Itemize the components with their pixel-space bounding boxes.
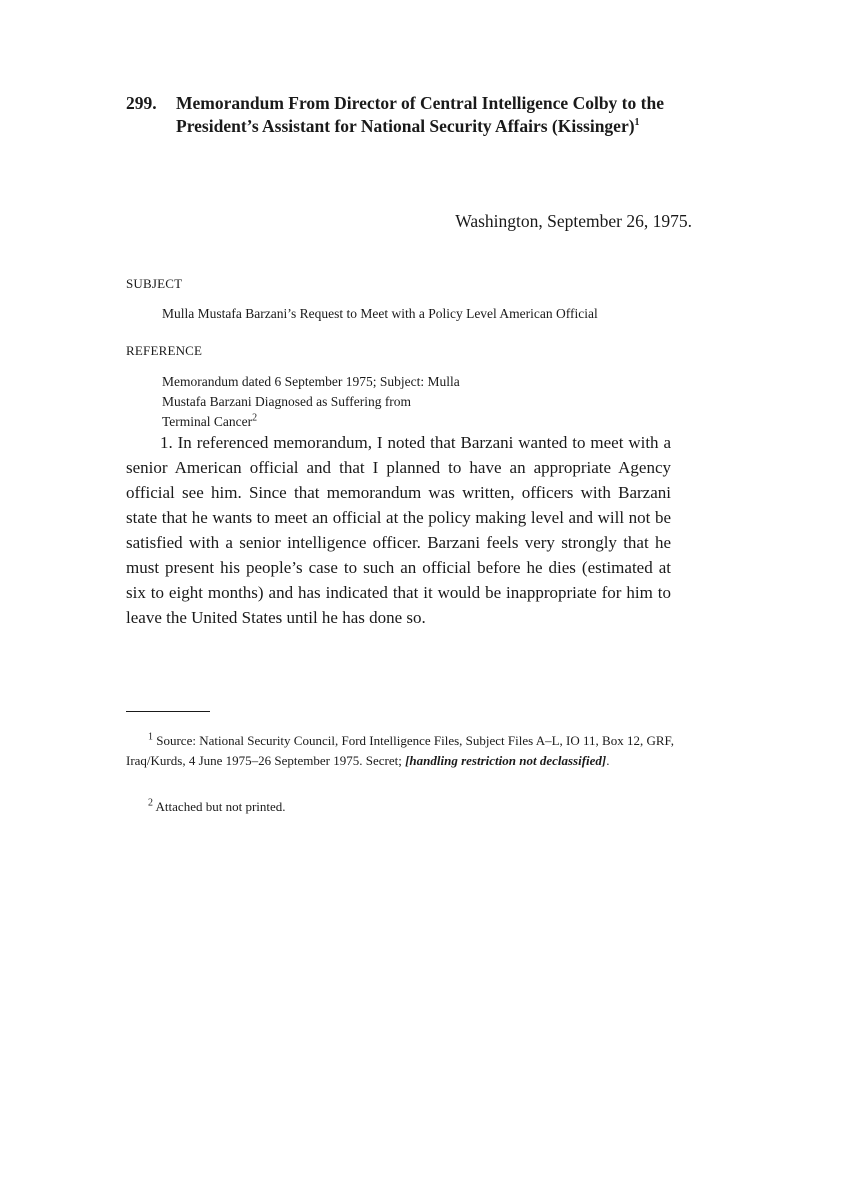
- paragraph-1: 1. In referenced memorandum, I noted that Barzani wanted to meet with a senior American official and that I planned to have an appropriate Agency official see him. Since that memorandum was written, officers with Barzani state that he wants to meet an official at the policy making level and will not be satisfied with a senior intelligence officer. Barzani feels very strongly that he must present his people’s case to such an official before he dies (estimated at six to eight months) and has indicated that it would be inappropriate for him to leave the United States until he has done so.: [126, 433, 671, 627]
- footnote-1-text: Source: National Security Council, Ford Intelligence Files, Subject Files A–L, IO 11, Box 12, GRF, Iraq/Kurds, 4 June 1975–26 September 1975. Secret;: [126, 733, 674, 768]
- footnote-1-restriction: [handling restriction not declassified]: [405, 753, 607, 768]
- document-number: 299.: [126, 93, 157, 113]
- footnote-divider: [126, 711, 210, 712]
- reference-text-body: Memorandum dated 6 September 1975; Subject: Mulla Mustafa Barzani Diagnosed as Suffering from Terminal Cancer: [162, 374, 460, 429]
- reference-footnote-marker[interactable]: 2: [252, 412, 258, 424]
- footnote-1-marker: 1: [148, 731, 153, 743]
- subject-label: SUBJECT: [126, 276, 183, 291]
- reference-text: [162, 372, 462, 432]
- dateline: Washington, September 26, 1975.: [455, 211, 692, 231]
- footnote-2-marker: 2: [148, 797, 153, 809]
- document-heading: [126, 92, 686, 138]
- document-title-text: Memorandum From Director of Central Intelligence Colby to the President’s Assistant for National Security Affairs (Kissinger): [176, 93, 664, 136]
- subject-text: Mulla Mustafa Barzani’s Request to Meet with a Policy Level American Official: [162, 306, 598, 321]
- footnote-1-tail: .: [606, 753, 610, 768]
- title-footnote-marker[interactable]: 1: [634, 117, 640, 129]
- footnote-2: [126, 797, 674, 817]
- footnote-1: [126, 731, 674, 771]
- document-title: [176, 92, 686, 138]
- footnote-2-text: Attached but not printed.: [155, 799, 286, 814]
- reference-label: REFERENCE: [126, 343, 203, 358]
